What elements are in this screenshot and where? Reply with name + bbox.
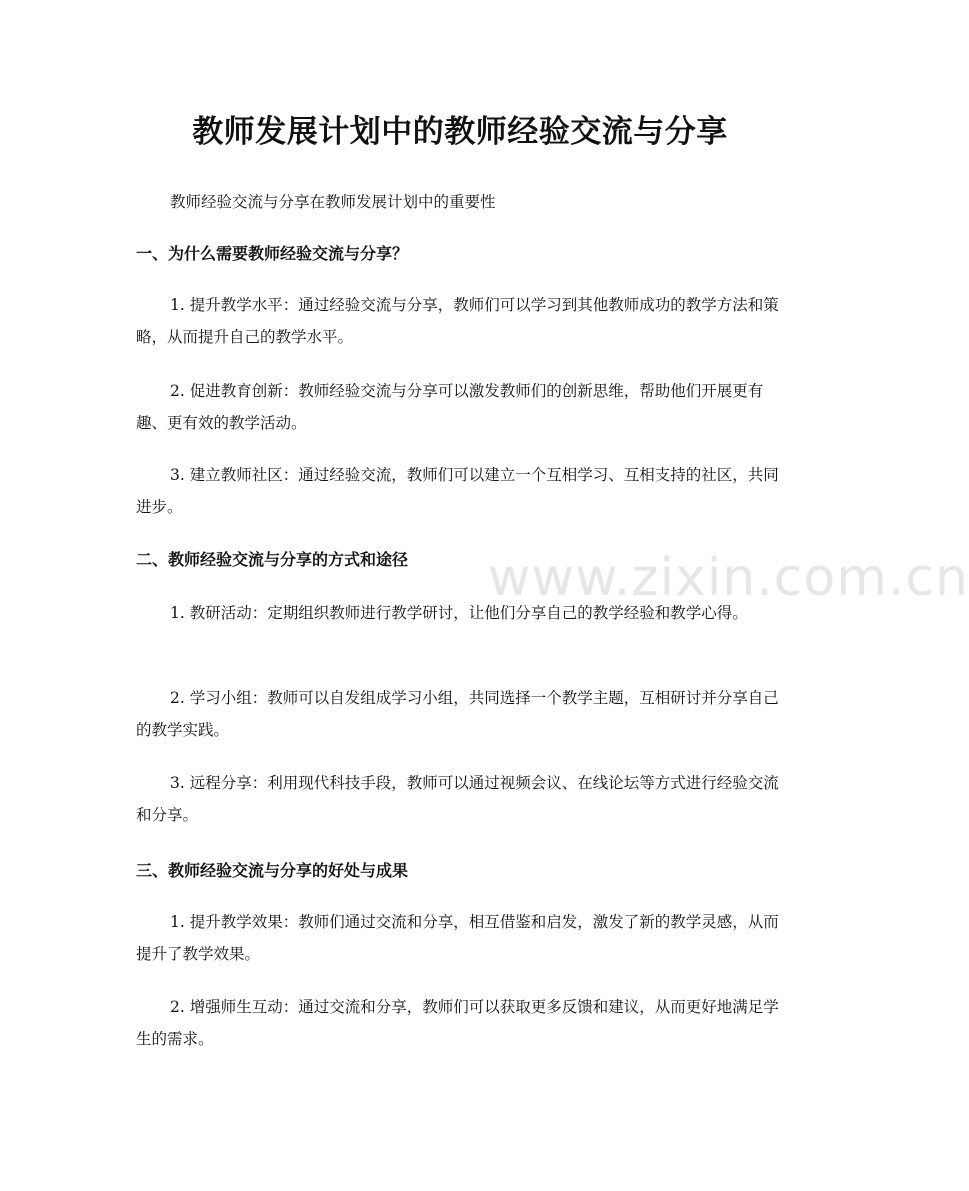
watermark: www.zixin.com.cn [488,548,969,608]
section-2-item-2: 2. 学习小组：教师可以自发组成学习小组，共同选择一个教学主题，互相研讨并分享自己的教学实践。 [136,689,779,739]
section-2-item-3: 3. 远程分享：利用现代科技手段，教师可以通过视频会议、在线论坛等方式进行经验交流和分享。 [136,774,779,824]
section-3-item-1: 1. 提升教学效果：教师们通过交流和分享，相互借鉴和启发，激发了新的教学灵感，从而提升了教学效果。 [136,913,779,963]
section-heading-3: 三、教师经验交流与分享的好处与成果 [136,861,409,880]
section-3-item-2: 2. 增强师生互动：通过交流和分享，教师们可以获取更多反馈和建议，从而更好地满足学生的需求。 [136,998,779,1048]
section-1-item-2: 2. 促进教育创新：教师经验交流与分享可以激发教师们的创新思维，帮助他们开展更有趣、更有效的教学活动。 [136,382,764,432]
document-title: 教师发展计划中的教师经验交流与分享 [192,114,728,150]
document-subtitle: 教师经验交流与分享在教师发展计划中的重要性 [170,193,496,211]
section-1-item-1: 1. 提升教学水平：通过经验交流与分享，教师们可以学习到其他教师成功的教学方法和策略，从而提升自己的教学水平。 [136,296,779,346]
section-1-item-3: 3. 建立教师社区：通过经验交流，教师们可以建立一个互相学习、互相支持的社区，共同进步。 [136,466,779,516]
section-heading-2: 二、教师经验交流与分享的方式和途径 [136,550,409,569]
section-heading-1: 一、为什么需要教师经验交流与分享？ [136,244,409,263]
section-2-item-1: 1. 教研活动：定期组织教师进行教学研讨，让他们分享自己的教学经验和教学心得。 [170,604,748,622]
